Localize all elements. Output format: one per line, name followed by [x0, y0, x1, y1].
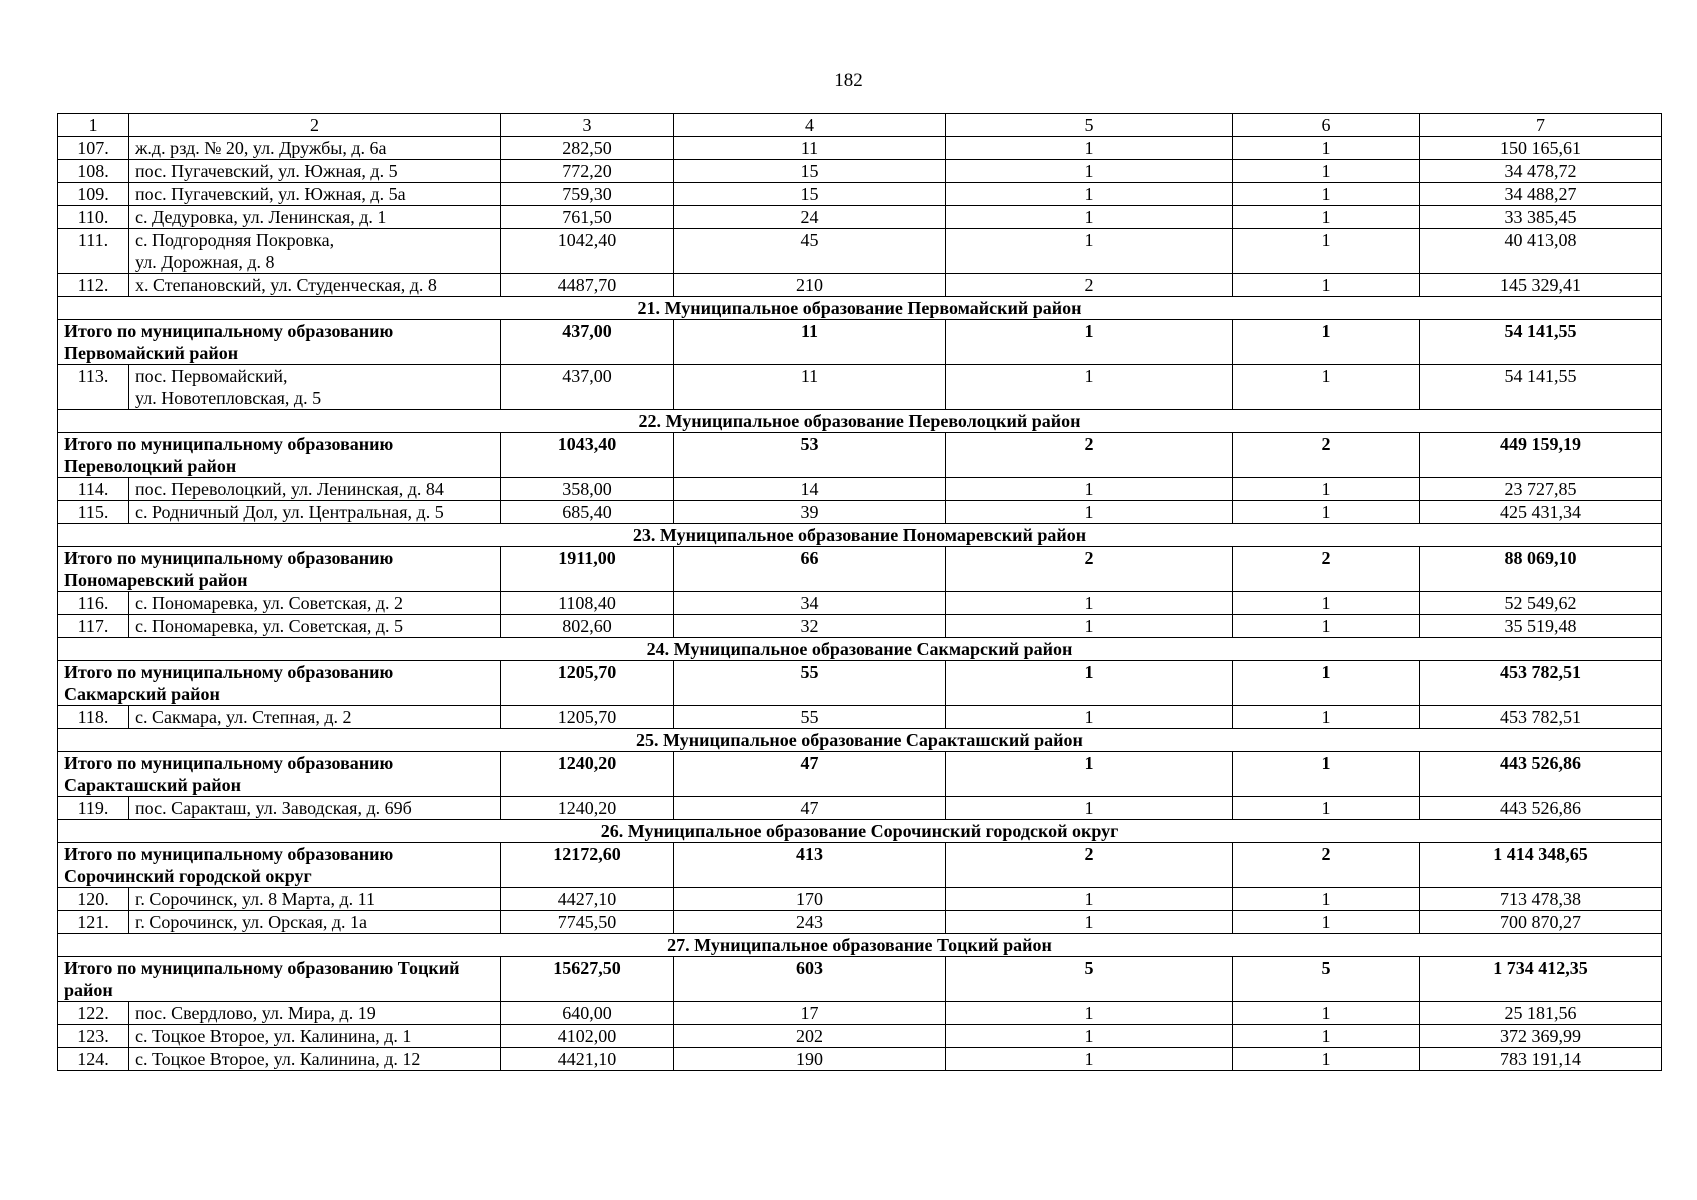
subtotal-row: [58, 547, 1662, 592]
address: с. Пономаревка, ул. Советская, д. 2: [129, 592, 501, 615]
area: 1205,70: [501, 706, 674, 729]
subtotal-cost: 443 526,86: [1420, 752, 1662, 797]
row-number: 120.: [58, 888, 129, 911]
count: 1: [1233, 274, 1420, 297]
residents: 202: [674, 1025, 946, 1048]
cost: 33 385,45: [1420, 206, 1662, 229]
area: 437,00: [501, 365, 674, 410]
address: пос. Пугачевский, ул. Южная, д. 5: [129, 160, 501, 183]
subtotal-label: Итого по муниципальному образованию Сакмарский район: [58, 661, 501, 706]
subtotal-row: [58, 957, 1662, 1002]
area: 759,30: [501, 183, 674, 206]
subtotal-buildings: 2: [946, 843, 1233, 888]
subtotal-residents: 47: [674, 752, 946, 797]
section-title: 22. Муниципальное образование Переволоцкий район: [58, 410, 1662, 433]
subtotal-buildings: 1: [946, 661, 1233, 706]
buildings: 1: [946, 706, 1233, 729]
column-number: 6: [1233, 114, 1420, 137]
area: 772,20: [501, 160, 674, 183]
address: с. Тоцкое Второе, ул. Калинина, д. 12: [129, 1048, 501, 1071]
buildings: 1: [946, 206, 1233, 229]
subtotal-buildings: 1: [946, 752, 1233, 797]
subtotal-cost: 54 141,55: [1420, 320, 1662, 365]
area: 1240,20: [501, 797, 674, 820]
count: 1: [1233, 137, 1420, 160]
address: пос. Саракташ, ул. Заводская, д. 69б: [129, 797, 501, 820]
count: 1: [1233, 706, 1420, 729]
subtotal-row: [58, 752, 1662, 797]
area: 1108,40: [501, 592, 674, 615]
residents: 47: [674, 797, 946, 820]
residents: 17: [674, 1002, 946, 1025]
area: 1042,40: [501, 229, 674, 274]
column-number: 3: [501, 114, 674, 137]
row-number: 117.: [58, 615, 129, 638]
buildings: 1: [946, 137, 1233, 160]
column-number: 7: [1420, 114, 1662, 137]
subtotal-buildings: 2: [946, 547, 1233, 592]
buildings: 1: [946, 1002, 1233, 1025]
subtotal-cost: 1 734 412,35: [1420, 957, 1662, 1002]
table-row: [58, 706, 1662, 729]
cost: 54 141,55: [1420, 365, 1662, 410]
subtotal-count: 5: [1233, 957, 1420, 1002]
section-title: 27. Муниципальное образование Тоцкий район: [58, 934, 1662, 957]
cost: 150 165,61: [1420, 137, 1662, 160]
area: 640,00: [501, 1002, 674, 1025]
section-header-row: [58, 524, 1662, 547]
buildings: 1: [946, 615, 1233, 638]
subtotal-label: Итого по муниципальному образованию Сорочинский городской округ: [58, 843, 501, 888]
row-number: 109.: [58, 183, 129, 206]
count: 1: [1233, 888, 1420, 911]
subtotal-row: [58, 843, 1662, 888]
address: г. Сорочинск, ул. Орская, д. 1а: [129, 911, 501, 934]
address: пос. Пугачевский, ул. Южная, д. 5а: [129, 183, 501, 206]
row-number: 118.: [58, 706, 129, 729]
address: пос. Свердлово, ул. Мира, д. 19: [129, 1002, 501, 1025]
residents: 45: [674, 229, 946, 274]
address: с. Тоцкое Второе, ул. Калинина, д. 1: [129, 1025, 501, 1048]
section-title: 26. Муниципальное образование Сорочинский городской округ: [58, 820, 1662, 843]
subtotal-area: 12172,60: [501, 843, 674, 888]
row-number: 119.: [58, 797, 129, 820]
section-header-row: [58, 297, 1662, 320]
cost: 783 191,14: [1420, 1048, 1662, 1071]
area: 282,50: [501, 137, 674, 160]
area: 4427,10: [501, 888, 674, 911]
table-row: [58, 229, 1662, 274]
residents: 11: [674, 365, 946, 410]
buildings: 1: [946, 1048, 1233, 1071]
residents: 210: [674, 274, 946, 297]
address: х. Степановский, ул. Студенческая, д. 8: [129, 274, 501, 297]
table-row: [58, 274, 1662, 297]
cost: 145 329,41: [1420, 274, 1662, 297]
cost: 34 488,27: [1420, 183, 1662, 206]
residents: 39: [674, 501, 946, 524]
cost: 52 549,62: [1420, 592, 1662, 615]
address: с. Дедуровка, ул. Ленинская, д. 1: [129, 206, 501, 229]
cost: 23 727,85: [1420, 478, 1662, 501]
area: 761,50: [501, 206, 674, 229]
table-row: [58, 183, 1662, 206]
residents: 55: [674, 706, 946, 729]
table-row: [58, 911, 1662, 934]
residents: 14: [674, 478, 946, 501]
cost: 453 782,51: [1420, 706, 1662, 729]
data-table: [57, 113, 1662, 1071]
buildings: 1: [946, 365, 1233, 410]
address: с. Сакмара, ул. Степная, д. 2: [129, 706, 501, 729]
cost: 25 181,56: [1420, 1002, 1662, 1025]
column-number-row: [58, 114, 1662, 137]
subtotal-count: 2: [1233, 547, 1420, 592]
section-header-row: [58, 410, 1662, 433]
residents: 243: [674, 911, 946, 934]
area: 7745,50: [501, 911, 674, 934]
area: 802,60: [501, 615, 674, 638]
column-number: 5: [946, 114, 1233, 137]
cost: 425 431,34: [1420, 501, 1662, 524]
residents: 15: [674, 183, 946, 206]
subtotal-count: 2: [1233, 843, 1420, 888]
address: пос. Первомайский, ул. Новотепловская, д. 5: [129, 365, 501, 410]
cost: 35 519,48: [1420, 615, 1662, 638]
address: г. Сорочинск, ул. 8 Марта, д. 11: [129, 888, 501, 911]
count: 1: [1233, 183, 1420, 206]
subtotal-count: 1: [1233, 661, 1420, 706]
subtotal-area: 1911,00: [501, 547, 674, 592]
subtotal-cost: 88 069,10: [1420, 547, 1662, 592]
area: 358,00: [501, 478, 674, 501]
row-number: 111.: [58, 229, 129, 274]
residents: 34: [674, 592, 946, 615]
subtotal-residents: 55: [674, 661, 946, 706]
cost: 443 526,86: [1420, 797, 1662, 820]
row-number: 108.: [58, 160, 129, 183]
buildings: 1: [946, 160, 1233, 183]
residents: 15: [674, 160, 946, 183]
table-row: [58, 1002, 1662, 1025]
subtotal-buildings: 1: [946, 320, 1233, 365]
address: с. Пономаревка, ул. Советская, д. 5: [129, 615, 501, 638]
subtotal-label: Итого по муниципальному образованию Переволоцкий район: [58, 433, 501, 478]
subtotal-area: 437,00: [501, 320, 674, 365]
subtotal-residents: 603: [674, 957, 946, 1002]
count: 1: [1233, 160, 1420, 183]
subtotal-label: Итого по муниципальному образованию Тоцкий район: [58, 957, 501, 1002]
count: 1: [1233, 797, 1420, 820]
section-title: 21. Муниципальное образование Первомайский район: [58, 297, 1662, 320]
address: ж.д. рзд. № 20, ул. Дружбы, д. 6а: [129, 137, 501, 160]
table-row: [58, 160, 1662, 183]
subtotal-cost: 449 159,19: [1420, 433, 1662, 478]
row-number: 115.: [58, 501, 129, 524]
subtotal-row: [58, 661, 1662, 706]
table-row: [58, 501, 1662, 524]
table-row: [58, 1048, 1662, 1071]
count: 1: [1233, 501, 1420, 524]
subtotal-area: 15627,50: [501, 957, 674, 1002]
buildings: 1: [946, 1025, 1233, 1048]
subtotal-buildings: 2: [946, 433, 1233, 478]
subtotal-count: 1: [1233, 752, 1420, 797]
section-header-row: [58, 820, 1662, 843]
table-row: [58, 592, 1662, 615]
count: 1: [1233, 1025, 1420, 1048]
row-number: 114.: [58, 478, 129, 501]
area: 4487,70: [501, 274, 674, 297]
address: с. Подгородняя Покровка, ул. Дорожная, д. 8: [129, 229, 501, 274]
cost: 713 478,38: [1420, 888, 1662, 911]
subtotal-residents: 11: [674, 320, 946, 365]
column-number: 4: [674, 114, 946, 137]
subtotal-buildings: 5: [946, 957, 1233, 1002]
table-row: [58, 478, 1662, 501]
subtotal-cost: 453 782,51: [1420, 661, 1662, 706]
buildings: 1: [946, 183, 1233, 206]
section-title: 25. Муниципальное образование Саракташский район: [58, 729, 1662, 752]
buildings: 1: [946, 592, 1233, 615]
cost: 700 870,27: [1420, 911, 1662, 934]
subtotal-label: Итого по муниципальному образованию Саракташский район: [58, 752, 501, 797]
area: 685,40: [501, 501, 674, 524]
page-number: 182: [834, 70, 863, 91]
table-row: [58, 137, 1662, 160]
buildings: 1: [946, 797, 1233, 820]
column-number: 1: [58, 114, 129, 137]
count: 1: [1233, 206, 1420, 229]
subtotal-residents: 413: [674, 843, 946, 888]
buildings: 1: [946, 911, 1233, 934]
residents: 190: [674, 1048, 946, 1071]
subtotal-count: 2: [1233, 433, 1420, 478]
row-number: 121.: [58, 911, 129, 934]
section-title: 24. Муниципальное образование Сакмарский район: [58, 638, 1662, 661]
section-header-row: [58, 638, 1662, 661]
buildings: 1: [946, 229, 1233, 274]
subtotal-residents: 53: [674, 433, 946, 478]
residents: 24: [674, 206, 946, 229]
buildings: 2: [946, 274, 1233, 297]
area: 4421,10: [501, 1048, 674, 1071]
table-row: [58, 1025, 1662, 1048]
row-number: 122.: [58, 1002, 129, 1025]
count: 1: [1233, 592, 1420, 615]
subtotal-area: 1205,70: [501, 661, 674, 706]
row-number: 124.: [58, 1048, 129, 1071]
subtotal-count: 1: [1233, 320, 1420, 365]
address: пос. Переволоцкий, ул. Ленинская, д. 84: [129, 478, 501, 501]
residents: 170: [674, 888, 946, 911]
address: с. Родничный Дол, ул. Центральная, д. 5: [129, 501, 501, 524]
count: 1: [1233, 365, 1420, 410]
section-title: 23. Муниципальное образование Пономаревский район: [58, 524, 1662, 547]
count: 1: [1233, 911, 1420, 934]
count: 1: [1233, 478, 1420, 501]
residents: 11: [674, 137, 946, 160]
row-number: 116.: [58, 592, 129, 615]
table-row: [58, 206, 1662, 229]
subtotal-area: 1240,20: [501, 752, 674, 797]
area: 4102,00: [501, 1025, 674, 1048]
subtotal-row: [58, 433, 1662, 478]
subtotal-cost: 1 414 348,65: [1420, 843, 1662, 888]
row-number: 113.: [58, 365, 129, 410]
row-number: 112.: [58, 274, 129, 297]
buildings: 1: [946, 478, 1233, 501]
subtotal-residents: 66: [674, 547, 946, 592]
count: 1: [1233, 1048, 1420, 1071]
subtotal-label: Итого по муниципальному образованию Первомайский район: [58, 320, 501, 365]
residents: 32: [674, 615, 946, 638]
buildings: 1: [946, 501, 1233, 524]
subtotal-row: [58, 320, 1662, 365]
table-row: [58, 797, 1662, 820]
cost: 40 413,08: [1420, 229, 1662, 274]
row-number: 107.: [58, 137, 129, 160]
section-header-row: [58, 729, 1662, 752]
cost: 372 369,99: [1420, 1025, 1662, 1048]
count: 1: [1233, 615, 1420, 638]
cost: 34 478,72: [1420, 160, 1662, 183]
count: 1: [1233, 229, 1420, 274]
table-row: [58, 365, 1662, 410]
subtotal-area: 1043,40: [501, 433, 674, 478]
row-number: 123.: [58, 1025, 129, 1048]
buildings: 1: [946, 888, 1233, 911]
count: 1: [1233, 1002, 1420, 1025]
table-row: [58, 888, 1662, 911]
table-body: [58, 114, 1662, 1071]
section-header-row: [58, 934, 1662, 957]
column-number: 2: [129, 114, 501, 137]
subtotal-label: Итого по муниципальному образованию Пономаревский район: [58, 547, 501, 592]
table-row: [58, 615, 1662, 638]
row-number: 110.: [58, 206, 129, 229]
